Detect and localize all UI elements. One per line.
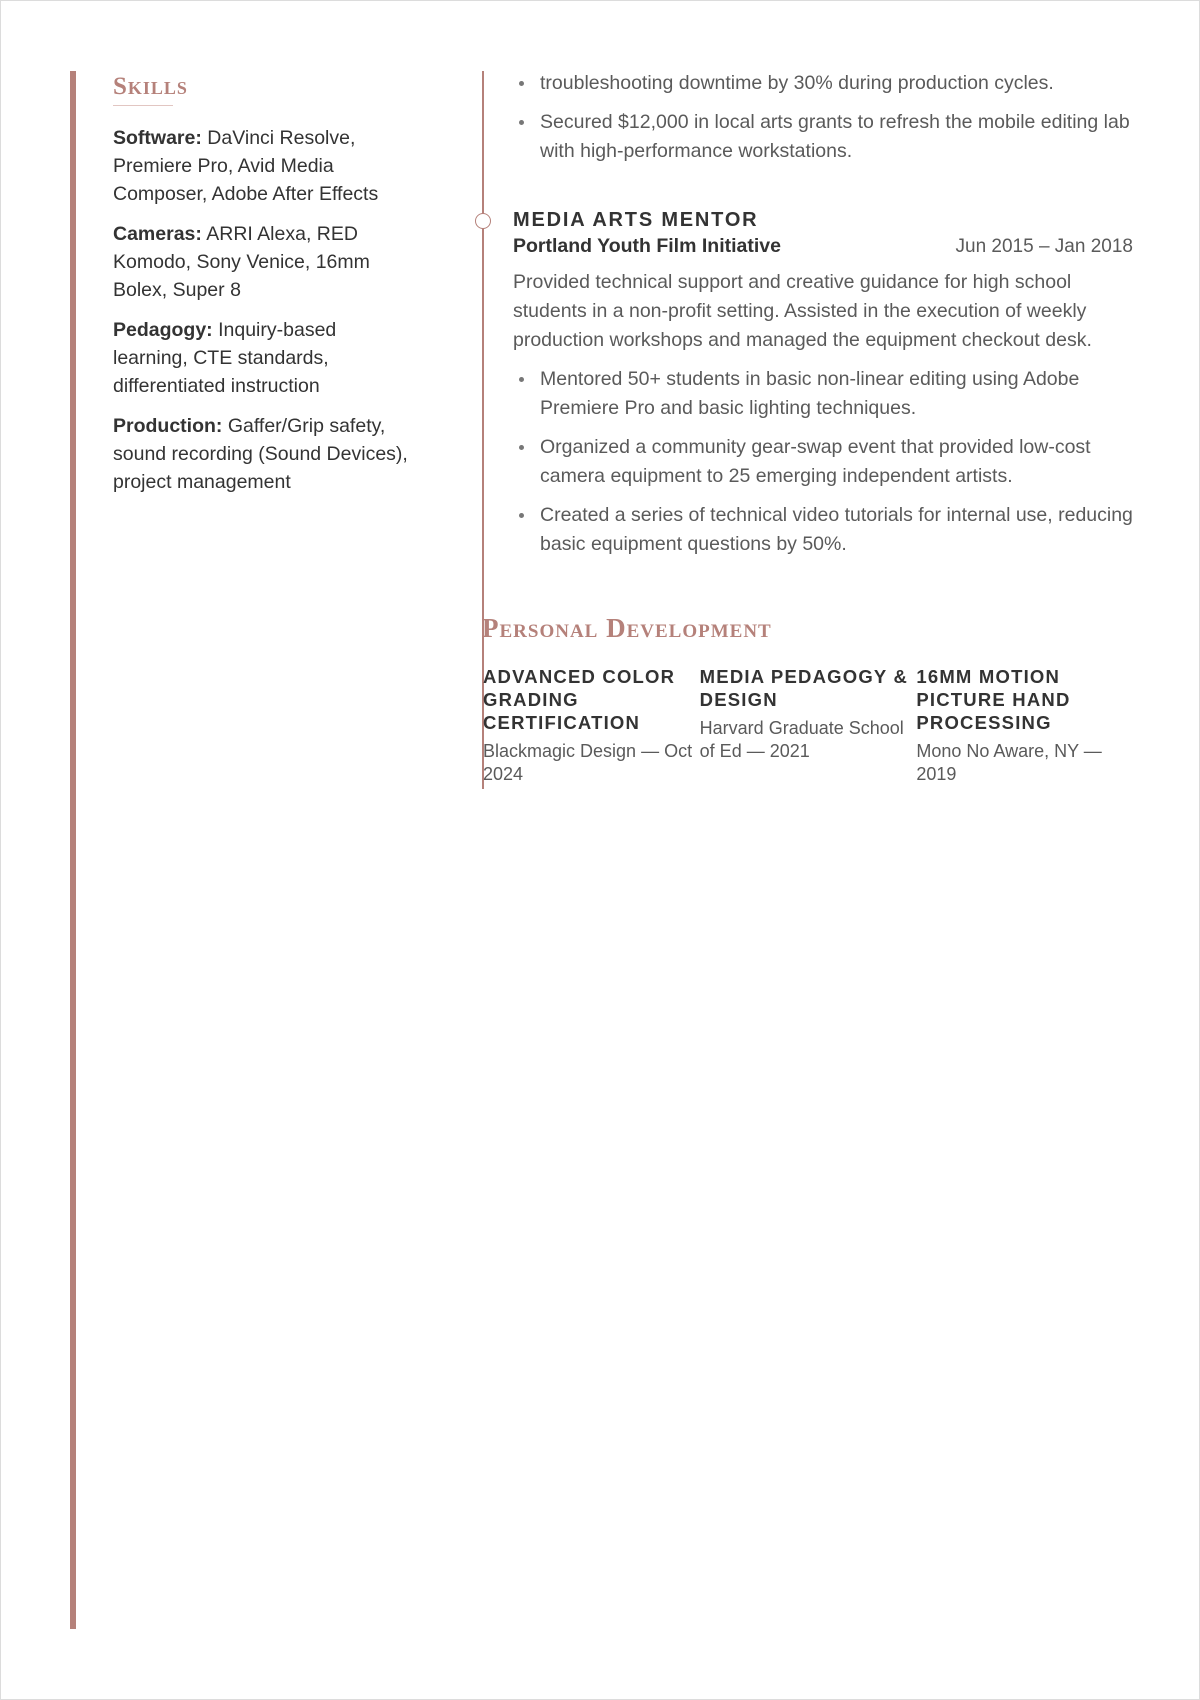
pd-item — [483, 665, 700, 786]
list-item: Mentored 50+ students in basic non-linear editing using Adobe Premiere Pro and basic lighting techniques. — [540, 365, 1133, 423]
skill-label: Cameras: — [113, 223, 202, 245]
skill-production — [113, 412, 413, 496]
pd-item — [916, 665, 1133, 786]
pd-item-name: 16MM MOTION PICTURE HAND PROCESSING — [916, 666, 1071, 733]
job-description: Provided technical support and creative guidance for high school students in a non-profit setting. Assisted in the execution of weekly production workshops and managed the equipment checkout desk. — [513, 271, 1092, 351]
pd-item-meta: Mono No Aware, NY — 2019 — [916, 741, 1102, 784]
list-item: Organized a community gear-swap event that provided low-cost camera equipment to 25 emerging independent artists. — [540, 433, 1133, 491]
skill-label: Production: — [113, 415, 223, 437]
skill-text: ARRI Alexa, RED Komodo, Sony Venice, 16mm Bolex, Super 8 — [113, 223, 370, 301]
list-item: Created a series of technical video tutorials for internal use, reducing basic equipment questions by 50%. — [540, 501, 1133, 559]
pd-item-meta: Harvard Graduate School of Ed — 2021 — [699, 718, 904, 761]
skill-cameras — [113, 220, 413, 304]
personal-development-heading: Personal Development — [482, 613, 772, 643]
left-accent-bar — [70, 71, 76, 1629]
job-dates: Jun 2015 – Jan 2018 — [955, 236, 1133, 257]
skill-software — [113, 124, 413, 208]
timeline-marker-icon — [475, 213, 491, 229]
skill-text: Gaffer/Grip safety, sound recording (Sound Devices), project management — [113, 415, 408, 493]
personal-development-grid — [483, 665, 1133, 786]
job-organization: Portland Youth Film Initiative — [513, 235, 781, 257]
pd-item-name: MEDIA PEDAGOGY & DESIGN — [699, 666, 909, 710]
pd-item-name: ADVANCED COLOR GRADING CERTIFICATION — [483, 666, 676, 733]
skills-section — [113, 73, 413, 508]
list-item: troubleshooting downtime by 30% during production cycles. — [540, 69, 1133, 98]
pd-item — [700, 665, 917, 786]
job-entry — [513, 207, 1133, 569]
job-bullet-list — [513, 365, 1133, 559]
continued-bullet-list — [513, 69, 1133, 166]
job-org-row — [513, 235, 1133, 258]
skill-text: DaVinci Resolve, Premiere Pro, Avid Media Composer, Adobe After Effects — [113, 127, 379, 205]
skills-heading: Skills — [113, 73, 188, 100]
skill-pedagogy — [113, 316, 413, 400]
skills-heading-underline — [113, 105, 173, 106]
previous-job-continued — [513, 69, 1133, 176]
pd-item-meta: Blackmagic Design — Oct 2024 — [483, 741, 693, 784]
skill-text: Inquiry-based learning, CTE standards, differentiated instruction — [113, 319, 337, 397]
skill-label: Software: — [113, 127, 202, 149]
skill-label: Pedagogy: — [113, 319, 213, 341]
list-item: Secured $12,000 in local arts grants to refresh the mobile editing lab with high-performance workstations. — [540, 108, 1133, 166]
job-title: MEDIA ARTS MENTOR — [513, 209, 759, 231]
